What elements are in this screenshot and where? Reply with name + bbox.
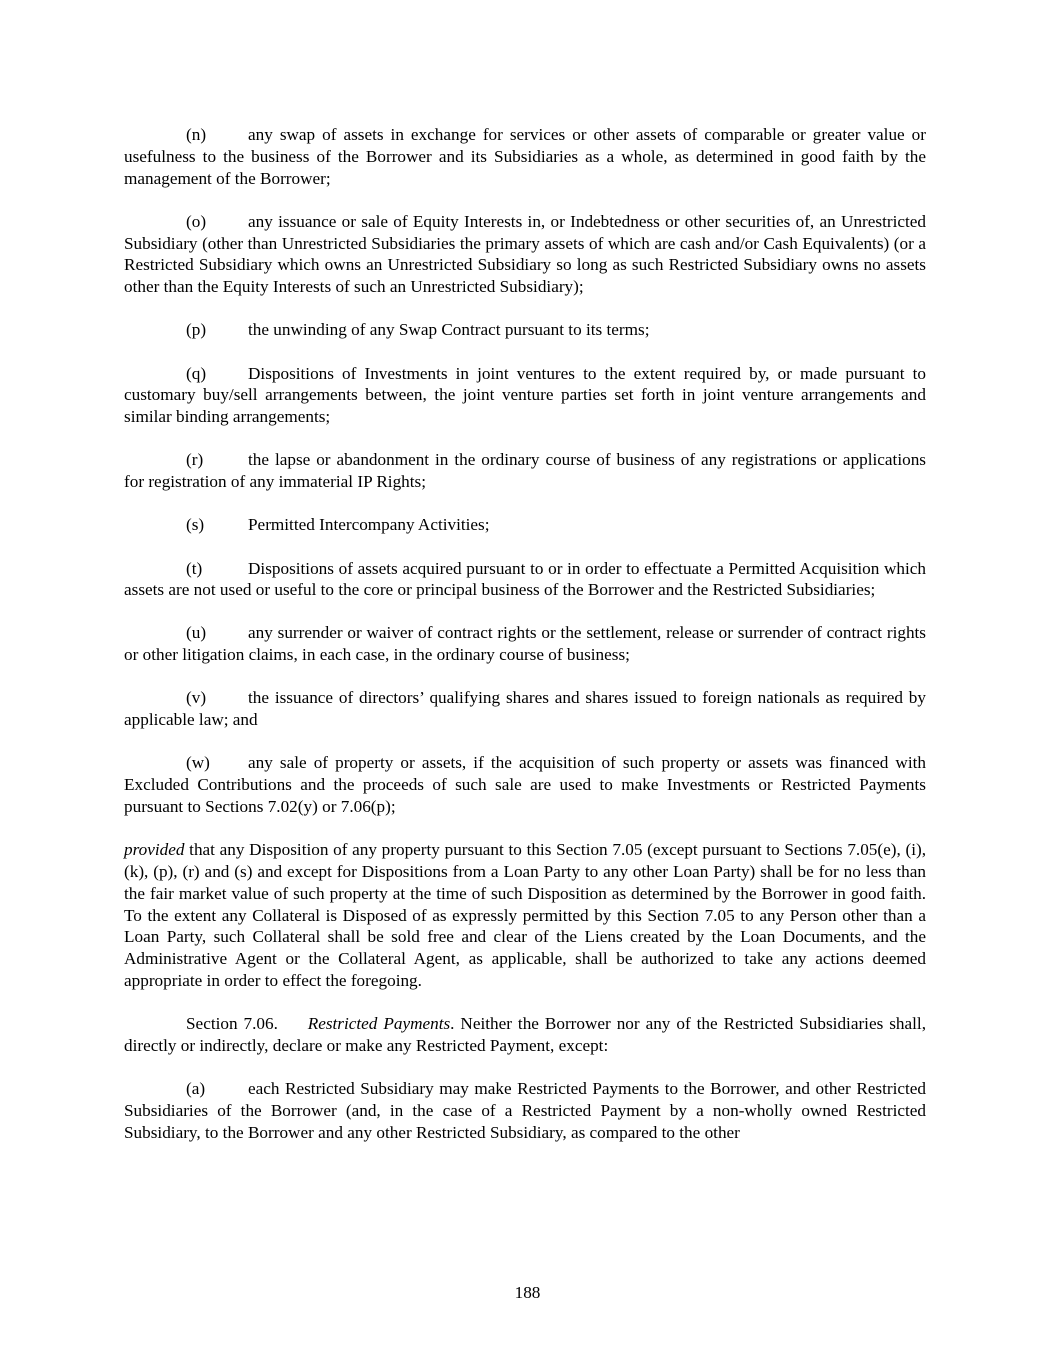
section-7-06: [124, 1013, 926, 1057]
clause-text: the unwinding of any Swap Contract pursuant to its terms;: [248, 320, 650, 340]
clause-q: [124, 363, 926, 428]
clause-text: any swap of assets in exchange for services or other assets of comparable or greater value or usefulness to the business of the Borrower and its Subsidiaries as a whole, as determined in good faith by the management of the Borrower;: [124, 125, 926, 188]
clause-t: [124, 558, 926, 602]
clause-label: (n): [186, 125, 207, 144]
clause-text: each Restricted Subsidiary may make Restricted Payments to the Borrower, and other Restricted Subsidiaries of the Borrower (and, in the case of a Restricted Payment by a non-wholly owned Restricted Subsidiary, to the Borrower and any other Restricted Subsidiary, as compared to the other: [124, 1079, 926, 1142]
proviso-paragraph: [124, 839, 926, 992]
clause-text: the issuance of directors’ qualifying shares and shares issued to foreign nationals as required by applicable law; and: [124, 688, 926, 730]
clause-n: [124, 124, 926, 189]
clause-label: (o): [186, 211, 207, 231]
clause-text: any sale of property or assets, if the acquisition of such property or assets was financed with Excluded Contributions and the proceeds of such sale are used to make Investments or Restricted Payments pursuant to Sections 7.02(y) or 7.06(p);: [124, 753, 926, 817]
page-number: 188: [514, 1283, 541, 1302]
proviso-text: that any Disposition of any property pursuant to this Section 7.05 (except pursuant to Sections 7.05(e), (i), (k), (p), (r) and (s) and except for Dispositions from a Loan Party to any other Loan Party) shall be for no less than the fair market value of such property at the time of such Disposition as determined by the Borrower in good faith. To the extent any Collateral is Disposed of as expressly permitted by this Section 7.05 to any Person other than a Loan Party, such Collateral shall be sold free and clear of the Liens created by the Loan Documents, and the Administrative Agent or the Collateral Agent, as applicable, shall be authorized to take any actions deemed appropriate in order to effect the foregoing.: [124, 840, 926, 991]
clause-text: Permitted Intercompany Activities;: [248, 515, 490, 535]
clause-label: (w): [186, 753, 210, 773]
document-page: [124, 124, 926, 1165]
clause-p: [124, 319, 926, 341]
clause-text: Dispositions of assets acquired pursuant to or in order to effectuate a Permitted Acquisition which assets are not used or useful to the core or principal business of the Borrower and the Restricted Subsidiaries;: [124, 558, 926, 600]
clause-text: the lapse or abandonment in the ordinary course of business of any registrations or applications for registration of any immaterial IP Rights;: [124, 450, 926, 492]
clause-text: Dispositions of Investments in joint ventures to the extent required by, or made pursuant to customary buy/sell arrangements between, the joint venture parties set forth in joint venture arrangements and similar binding arrangements;: [124, 363, 926, 427]
clause-a: [124, 1078, 926, 1143]
clause-text: any issuance or sale of Equity Interests in, or Indebtedness or other securities of, an Unrestricted Subsidiary (other than Unrestricted Subsidiaries the primary assets of which are cash and/or Cash Equivalents) (or a Restricted Subsidiary which owns an Unrestricted Subsidiary so long as such Restricted Subsidiary owns no assets other than the Equity Interests of such an Unrestricted Subsidiary);: [124, 211, 926, 297]
clause-label: (s): [186, 515, 205, 535]
clause-o: [124, 211, 926, 298]
clause-label: (p): [186, 320, 207, 340]
clause-label: (t): [186, 558, 203, 578]
clause-w: [124, 752, 926, 817]
clause-text: any surrender or waiver of contract rights or the settlement, release or surrender of contract rights or other litigation claims, in each case, in the ordinary course of business;: [124, 623, 926, 665]
clause-label: (r): [186, 450, 204, 470]
section-text: . Neither the Borrower nor any of the Restricted Subsidiaries shall, directly or indirectly, declare or make any Restricted Payment, except:: [124, 1014, 926, 1055]
proviso-lead: provided: [124, 840, 185, 860]
section-number: Section 7.06.: [186, 1014, 278, 1034]
clause-label: (q): [186, 363, 207, 383]
clause-label: (v): [186, 688, 207, 708]
clause-r: [124, 449, 926, 493]
section-title: Restricted Payments: [307, 1014, 451, 1034]
clause-label: (u): [186, 623, 207, 643]
clause-v: [124, 687, 926, 731]
clause-s: [124, 514, 926, 536]
clause-label: (a): [186, 1079, 206, 1099]
clause-u: [124, 622, 926, 666]
